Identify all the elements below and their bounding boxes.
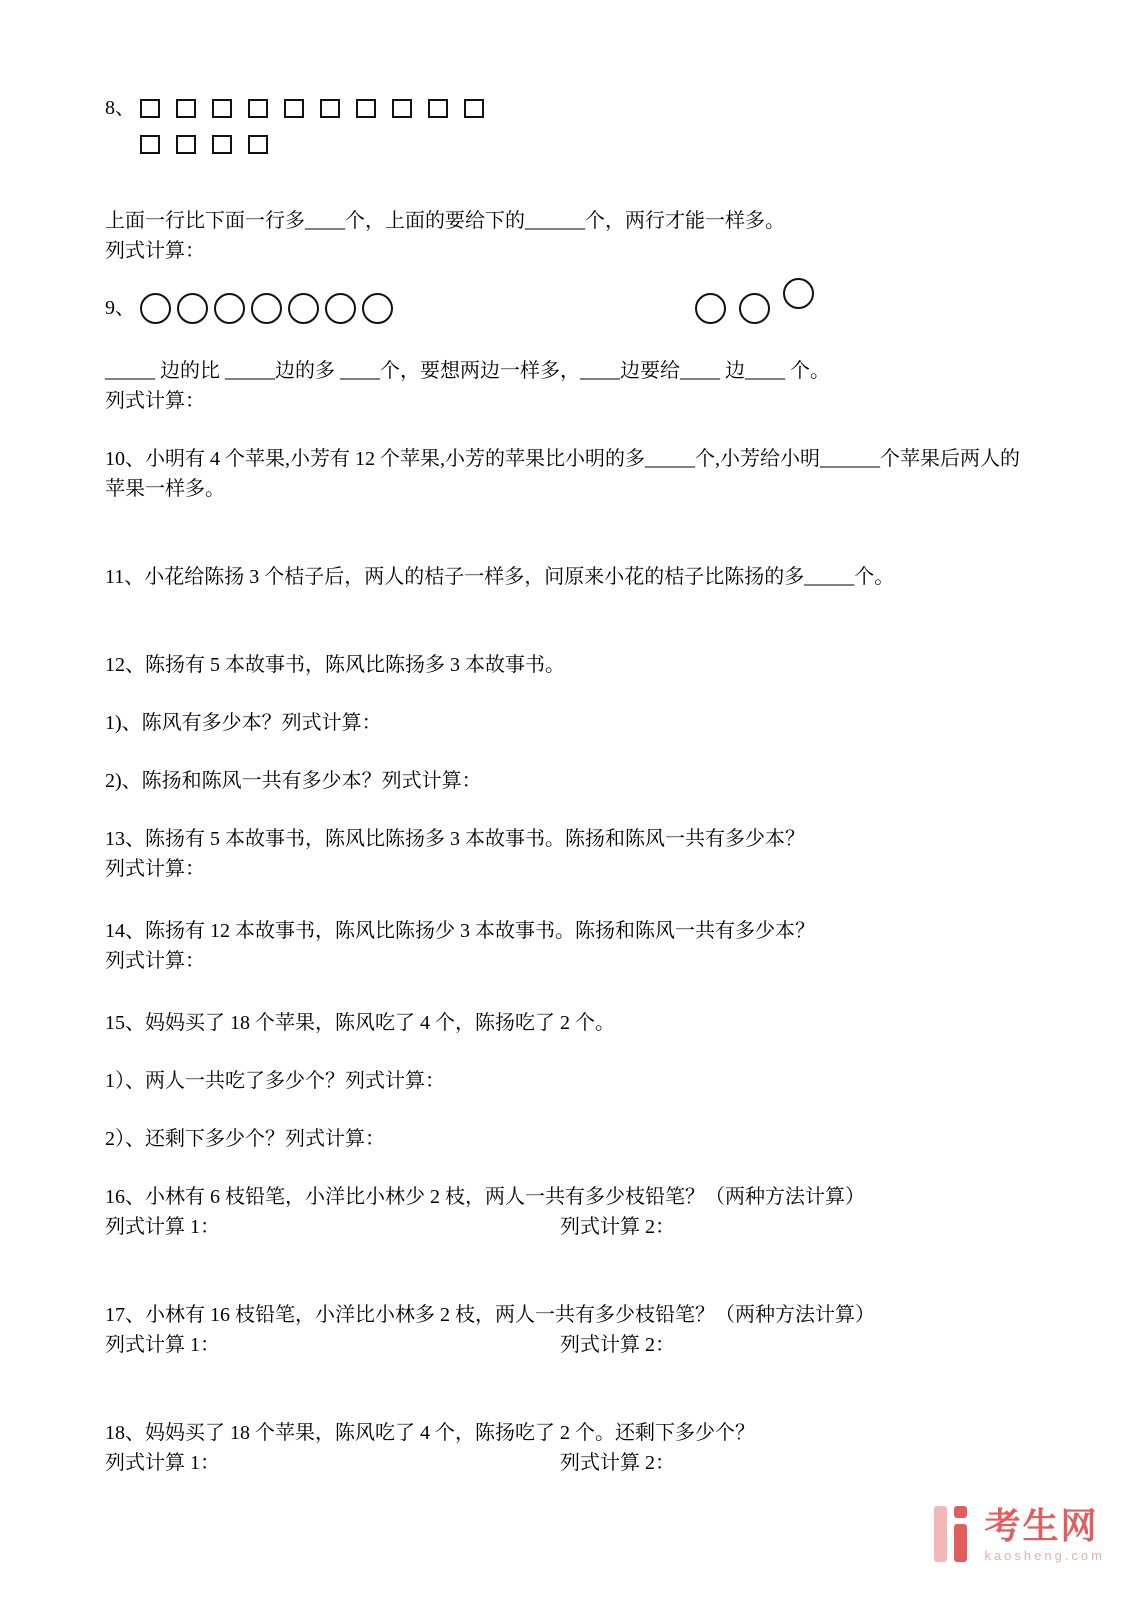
q13-text: 13、陈扬有 5 本故事书，陈风比陈扬多 3 本故事书。陈扬和陈风一共有多少本？ bbox=[105, 828, 805, 850]
q9-text: _____ 边的比 _____边的多 ____个，要想两边一样多，____边要给____ 边____ 个。 bbox=[105, 360, 830, 382]
q18-text: 18、妈妈买了 18 个苹果，陈风吃了 4 个，陈扬吃了 2 个。还剩下多少个？ bbox=[105, 1422, 755, 1444]
question-15 bbox=[105, 1008, 1031, 1154]
q9-right-circles bbox=[695, 293, 827, 324]
square-shape bbox=[392, 99, 412, 118]
q17-calc2-label: 列式计算 2： bbox=[560, 1334, 675, 1356]
circle-shape bbox=[739, 293, 770, 324]
watermark-text bbox=[984, 1506, 1105, 1562]
q16-text: 16、小林有 6 枝铅笔，小洋比小林少 2 枝，两人一共有多少枝铅笔？（两种方法计算） bbox=[105, 1186, 865, 1208]
question-11-text: 11、小花给陈扬 3 个桔子后，两人的桔子一样多，问原来小花的桔子比陈扬的多_____个。 bbox=[105, 566, 895, 588]
circle-shape bbox=[251, 293, 282, 324]
q8-bottom-row bbox=[105, 132, 1031, 156]
square-shape bbox=[428, 99, 448, 118]
square-shape bbox=[176, 135, 196, 154]
q16-calc-row bbox=[105, 1212, 1031, 1242]
circle-shape bbox=[695, 293, 726, 324]
question-12 bbox=[105, 650, 1031, 796]
q17-calc-row bbox=[105, 1330, 1031, 1360]
q8-top-squares bbox=[140, 99, 500, 118]
square-shape bbox=[176, 99, 196, 118]
q15-text: 15、妈妈买了 18 个苹果，陈风吃了 4 个，陈扬吃了 2 个。 bbox=[105, 1012, 615, 1034]
q8-text: 上面一行比下面一行多____个，上面的要给下的______个，两行才能一样多。 bbox=[105, 210, 785, 232]
question-17 bbox=[105, 1300, 1031, 1360]
q17-calc1-label: 列式计算 1： bbox=[105, 1334, 220, 1356]
square-shape bbox=[140, 99, 160, 118]
q9-calc-label: 列式计算： bbox=[105, 390, 205, 412]
square-shape bbox=[140, 135, 160, 154]
square-shape bbox=[284, 99, 304, 118]
square-shape bbox=[212, 99, 232, 118]
circle-shape bbox=[177, 293, 208, 324]
q16-calc1-label: 列式计算 1： bbox=[105, 1216, 220, 1238]
watermark-brand: 考生网 bbox=[984, 1506, 1099, 1546]
circle-shape bbox=[325, 293, 356, 324]
circle-shape bbox=[362, 293, 393, 324]
q17-text: 17、小林有 16 枝铅笔，小洋比小林多 2 枝，两人一共有多少枝铅笔？（两种方法计算） bbox=[105, 1304, 875, 1326]
question-9 bbox=[105, 288, 1031, 416]
q15-sub1: 1）、两人一共吃了多少个？列式计算： bbox=[105, 1070, 445, 1092]
square-shape bbox=[464, 99, 484, 118]
q18-calc2-label: 列式计算 2： bbox=[560, 1452, 675, 1474]
q8-number: 8、 bbox=[105, 97, 135, 119]
square-shape bbox=[248, 99, 268, 118]
square-shape bbox=[212, 135, 232, 154]
question-13 bbox=[105, 824, 1031, 884]
q14-calc-label: 列式计算： bbox=[105, 950, 205, 972]
question-10-text: 10、小明有 4 个苹果,小芳有 12 个苹果,小芳的苹果比小明的多_____个,小芳给小明______个苹果后两人的苹果一样多。 bbox=[105, 448, 1020, 500]
q12-text: 12、陈扬有 5 本故事书，陈风比陈扬多 3 本故事书。 bbox=[105, 654, 565, 676]
square-shape bbox=[320, 99, 340, 118]
q13-calc-label: 列式计算： bbox=[105, 858, 205, 880]
q16-calc2-label: 列式计算 2： bbox=[560, 1216, 675, 1238]
q9-circle-row bbox=[105, 288, 1031, 328]
q9-left-circles bbox=[140, 293, 399, 324]
circle-shape bbox=[288, 293, 319, 324]
question-8 bbox=[105, 96, 1031, 266]
q9-number: 9、 bbox=[105, 297, 135, 319]
q12-sub2: 2)、陈扬和陈风一共有多少本？列式计算： bbox=[105, 770, 482, 792]
q14-text: 14、陈扬有 12 本故事书，陈风比陈扬少 3 本故事书。陈扬和陈风一共有多少本？ bbox=[105, 920, 815, 942]
square-shape bbox=[356, 99, 376, 118]
q15-sub2: 2）、还剩下多少个？列式计算： bbox=[105, 1128, 385, 1150]
circle-shape bbox=[783, 278, 814, 309]
q18-calc-row bbox=[105, 1448, 1031, 1478]
question-16 bbox=[105, 1182, 1031, 1242]
circle-shape bbox=[140, 293, 171, 324]
site-watermark bbox=[934, 1506, 1105, 1562]
square-shape bbox=[248, 135, 268, 154]
question-14 bbox=[105, 916, 1031, 976]
q8-top-row bbox=[105, 96, 1031, 120]
circle-shape bbox=[214, 293, 245, 324]
q8-bottom-squares bbox=[140, 135, 284, 154]
q18-calc1-label: 列式计算 1： bbox=[105, 1452, 220, 1474]
kaosheng-logo-icon bbox=[934, 1506, 976, 1562]
question-18 bbox=[105, 1418, 1031, 1478]
q12-sub1: 1)、陈风有多少本？列式计算： bbox=[105, 712, 382, 734]
watermark-domain: kaosheng.com bbox=[984, 1548, 1105, 1563]
q8-calc-label: 列式计算： bbox=[105, 240, 205, 262]
